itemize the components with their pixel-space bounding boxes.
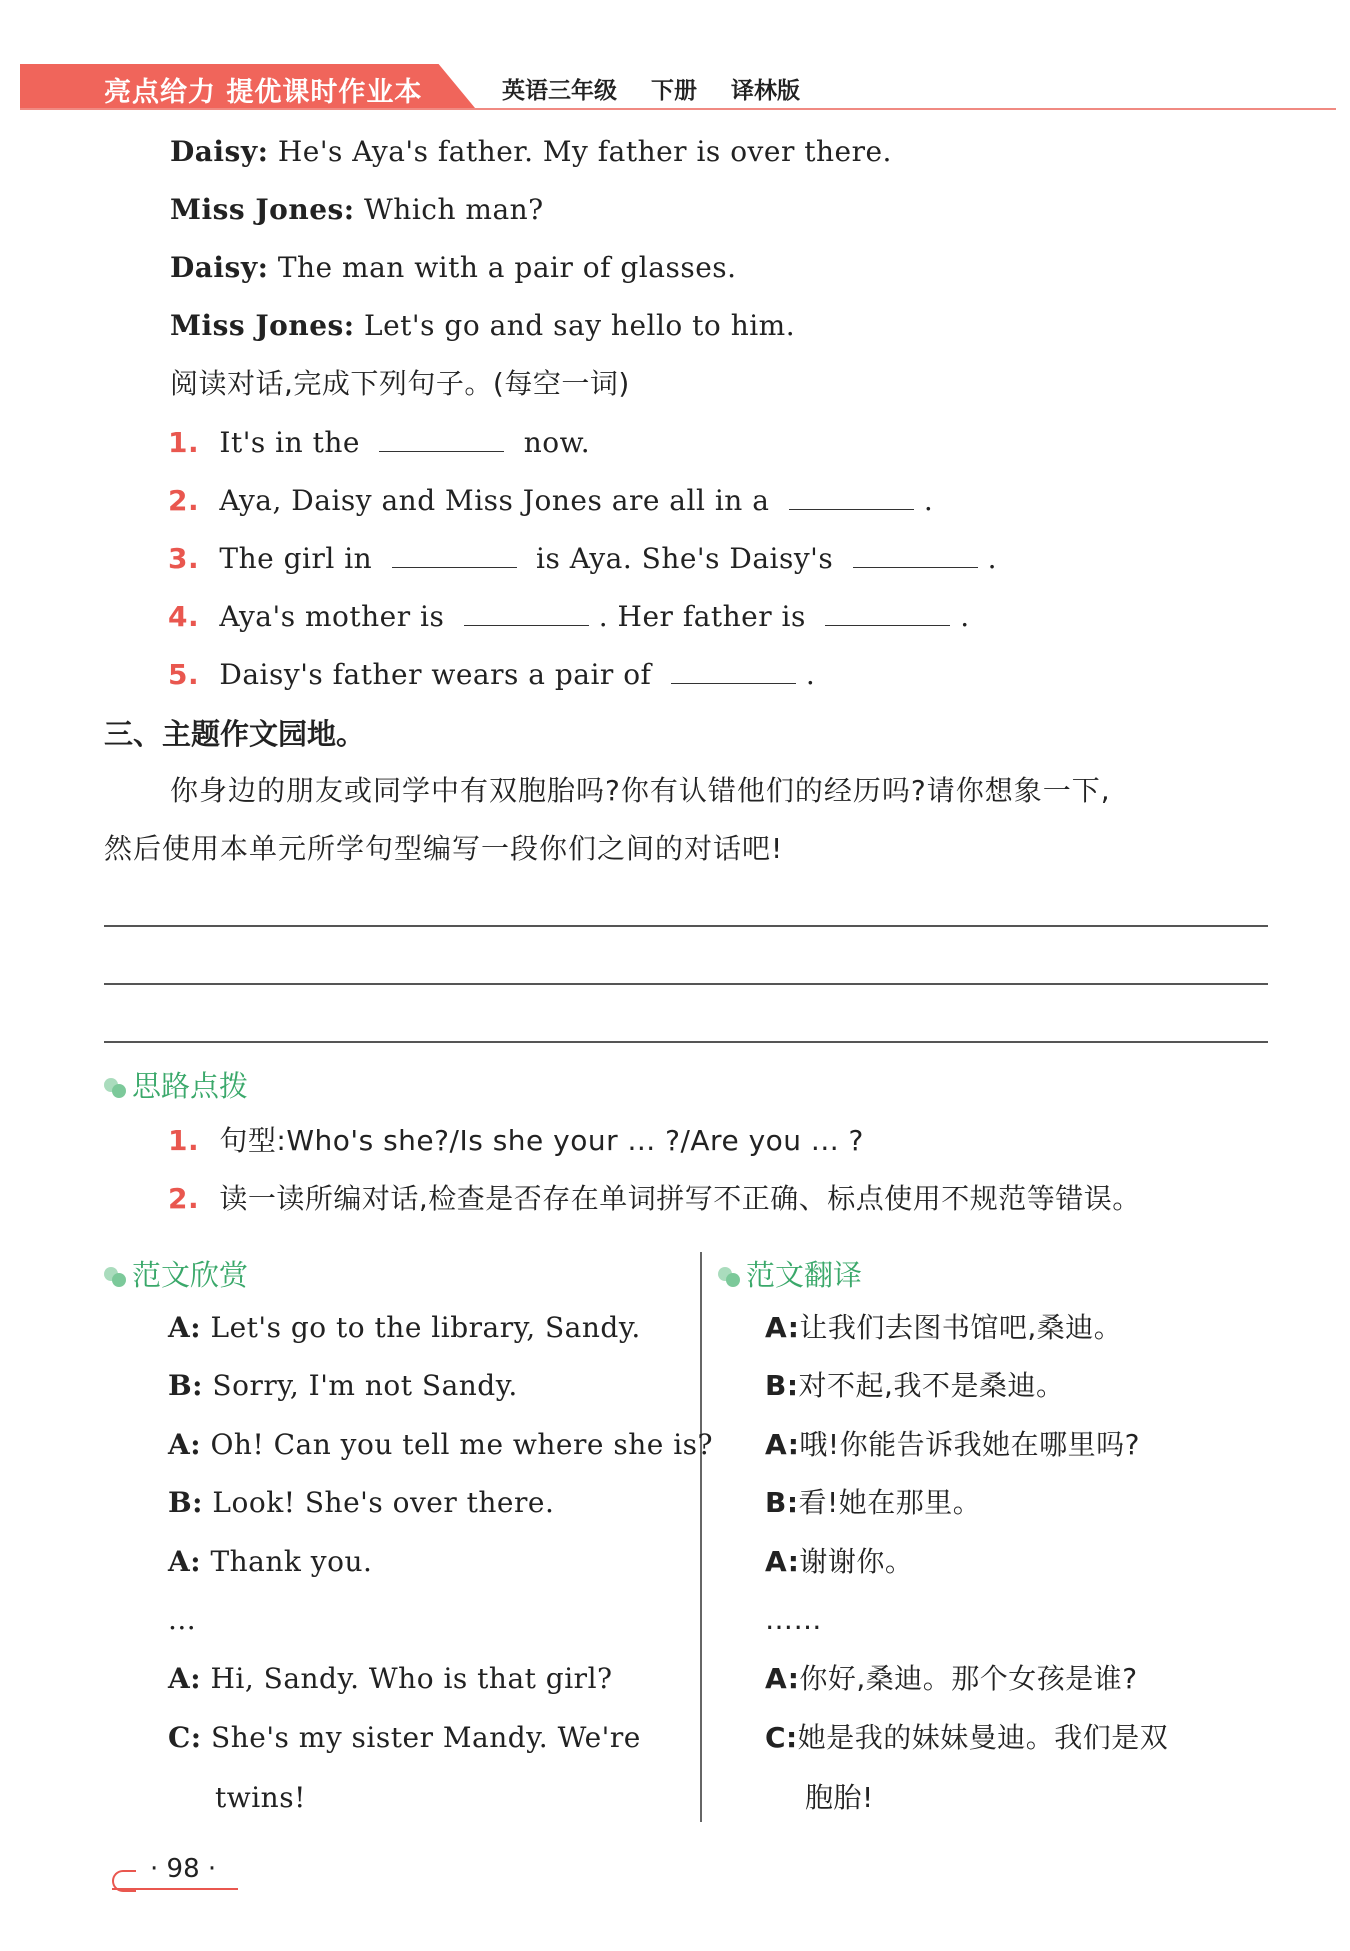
writing-line[interactable]	[104, 925, 1268, 927]
sample-line	[168, 1427, 713, 1463]
volume-label: 下册	[651, 78, 698, 104]
translation-heading-text: 范文翻译	[746, 1258, 863, 1292]
question-5	[168, 657, 815, 693]
line-text: The man with a pair of glasses.	[277, 251, 737, 284]
question-number: 3.	[168, 542, 200, 575]
question-1	[168, 425, 590, 461]
line-text: 对不起,我不是桑迪。	[798, 1369, 1065, 1402]
tip-number: 2.	[168, 1182, 200, 1215]
subject-label: 英语三年级	[502, 78, 617, 104]
bullet-dots-icon	[104, 1076, 128, 1098]
speaker: B:	[765, 1486, 799, 1519]
dialogue-line	[170, 250, 737, 286]
question-text: now.	[523, 426, 591, 459]
speaker: A:	[765, 1545, 800, 1578]
question-text: Aya, Daisy and Miss Jones are all in a	[219, 484, 770, 517]
question-text: .	[987, 542, 998, 575]
speaker: C:	[765, 1721, 798, 1754]
speaker: A:	[765, 1428, 800, 1461]
series-title: 亮点给力 提优课时作业本	[104, 77, 423, 108]
bullet-dots-icon	[104, 1265, 128, 1287]
line-text: Hi, Sandy. Who is that girl?	[210, 1662, 613, 1695]
line-text: 谢谢你。	[799, 1545, 914, 1578]
header-rule	[20, 108, 1336, 110]
sample-line	[168, 1368, 518, 1404]
writing-line[interactable]	[104, 983, 1268, 985]
sample-line	[168, 1720, 641, 1756]
translation-line	[765, 1544, 913, 1580]
speaker: Daisy:	[170, 251, 269, 284]
line-text: 看!她在那里。	[798, 1486, 982, 1519]
line-text: Thank you.	[210, 1545, 373, 1578]
speaker: A:	[765, 1311, 800, 1344]
edition-label: 译林版	[731, 78, 801, 104]
question-text: . Her father is	[598, 600, 806, 633]
translation-line	[765, 1368, 1064, 1404]
question-text: .	[805, 658, 816, 691]
tip-item	[168, 1123, 864, 1159]
tip-number: 1.	[168, 1124, 200, 1157]
line-text: Oh! Can you tell me where she is?	[210, 1428, 714, 1461]
line-text: 让我们去图书馆吧,桑迪。	[799, 1311, 1123, 1344]
question-text: is Aya. She's Daisy's	[536, 542, 834, 575]
translation-line	[765, 1310, 1122, 1346]
speaker: B:	[168, 1369, 204, 1402]
question-text: Aya's mother is	[219, 600, 445, 633]
translation-heading	[718, 1253, 862, 1294]
sample-heading-text: 范文欣赏	[132, 1258, 249, 1292]
translation-line	[765, 1720, 1168, 1756]
question-4	[168, 599, 970, 635]
line-text: He's Aya's father. My father is over there.	[277, 135, 892, 168]
question-text: Daisy's father wears a pair of	[219, 658, 652, 691]
speaker: Miss Jones:	[170, 309, 355, 342]
line-text: Let's go and say hello to him.	[364, 309, 796, 342]
line-text: ……	[765, 1603, 822, 1636]
question-text: .	[960, 600, 970, 633]
question-text: .	[923, 484, 934, 517]
line-text: 胞胎!	[805, 1781, 874, 1814]
speaker: Miss Jones:	[170, 193, 355, 226]
line-text: 哦!你能告诉我她在哪里吗?	[799, 1428, 1140, 1461]
instruction: 阅读对话,完成下列句子。(每空一词)	[170, 367, 630, 400]
answer-blank[interactable]	[789, 483, 914, 510]
question-number: 2.	[168, 484, 200, 517]
translation-line	[765, 1427, 1140, 1463]
line-text: twins!	[215, 1781, 306, 1814]
sample-line	[168, 1602, 196, 1638]
question-number: 5.	[168, 658, 200, 691]
speaker: B:	[765, 1369, 799, 1402]
bullet-dots-icon	[718, 1265, 742, 1287]
question-3	[168, 541, 997, 577]
dialogue-line	[170, 192, 544, 228]
line-text: ...	[168, 1603, 197, 1636]
sample-line	[168, 1310, 641, 1346]
header-info	[502, 72, 826, 105]
speaker: A:	[168, 1545, 202, 1578]
writing-line[interactable]	[104, 1041, 1268, 1043]
speaker: B:	[168, 1486, 204, 1519]
translation-line	[765, 1602, 822, 1638]
line-text: 她是我的妹妹曼迪。我们是双	[797, 1721, 1169, 1754]
tips-heading	[104, 1064, 248, 1105]
question-2	[168, 483, 933, 519]
sample-line	[168, 1544, 372, 1580]
question-text: The girl in	[219, 542, 373, 575]
question-number: 4.	[168, 600, 200, 633]
sample-line	[168, 1661, 613, 1697]
sample-heading	[104, 1253, 248, 1294]
answer-blank[interactable]	[671, 657, 796, 684]
speaker: A:	[765, 1662, 800, 1695]
prompt-line-2: 然后使用本单元所学句型编写一段你们之间的对话吧!	[104, 832, 784, 865]
line-text: Which man?	[364, 193, 544, 226]
line-text: Let's go to the library, Sandy.	[210, 1311, 641, 1344]
speaker: A:	[168, 1662, 202, 1695]
answer-blank[interactable]	[464, 599, 589, 626]
speaker: A:	[168, 1428, 202, 1461]
section-title: 三、主题作文园地。	[104, 717, 366, 751]
answer-blank[interactable]	[825, 599, 950, 626]
translation-line	[805, 1780, 874, 1816]
line-text: 你好,桑迪。那个女孩是谁?	[799, 1662, 1138, 1695]
page-number: · 98 ·	[150, 1854, 217, 1884]
sample-line	[215, 1780, 306, 1816]
answer-blank[interactable]	[392, 541, 517, 568]
line-text: Look! She's over there.	[212, 1486, 555, 1519]
tips-heading-text: 思路点拨	[132, 1069, 249, 1103]
line-text: Sorry, I'm not Sandy.	[212, 1369, 518, 1402]
tip-text: 句型:Who's she?/Is she your ... ?/Are you ... ?	[219, 1124, 864, 1157]
speaker: C:	[168, 1721, 202, 1754]
speaker: A:	[168, 1311, 202, 1344]
dialogue-line	[170, 308, 795, 344]
question-text: It's in the	[219, 426, 360, 459]
column-divider	[700, 1252, 702, 1822]
prompt-line-1: 你身边的朋友或同学中有双胞胎吗?你有认错他们的经历吗?请你想象一下,	[170, 774, 1111, 807]
answer-blank[interactable]	[853, 541, 978, 568]
tip-item	[168, 1181, 1141, 1217]
speaker: Daisy:	[170, 135, 269, 168]
line-text: She's my sister Mandy. We're	[211, 1721, 641, 1754]
answer-blank[interactable]	[379, 425, 504, 452]
question-number: 1.	[168, 426, 200, 459]
tip-text: 读一读所编对话,检查是否存在单词拼写不正确、标点使用不规范等错误。	[219, 1182, 1141, 1215]
sample-line	[168, 1485, 554, 1521]
translation-line	[765, 1485, 981, 1521]
translation-line	[765, 1661, 1138, 1697]
dialogue-line	[170, 134, 892, 170]
